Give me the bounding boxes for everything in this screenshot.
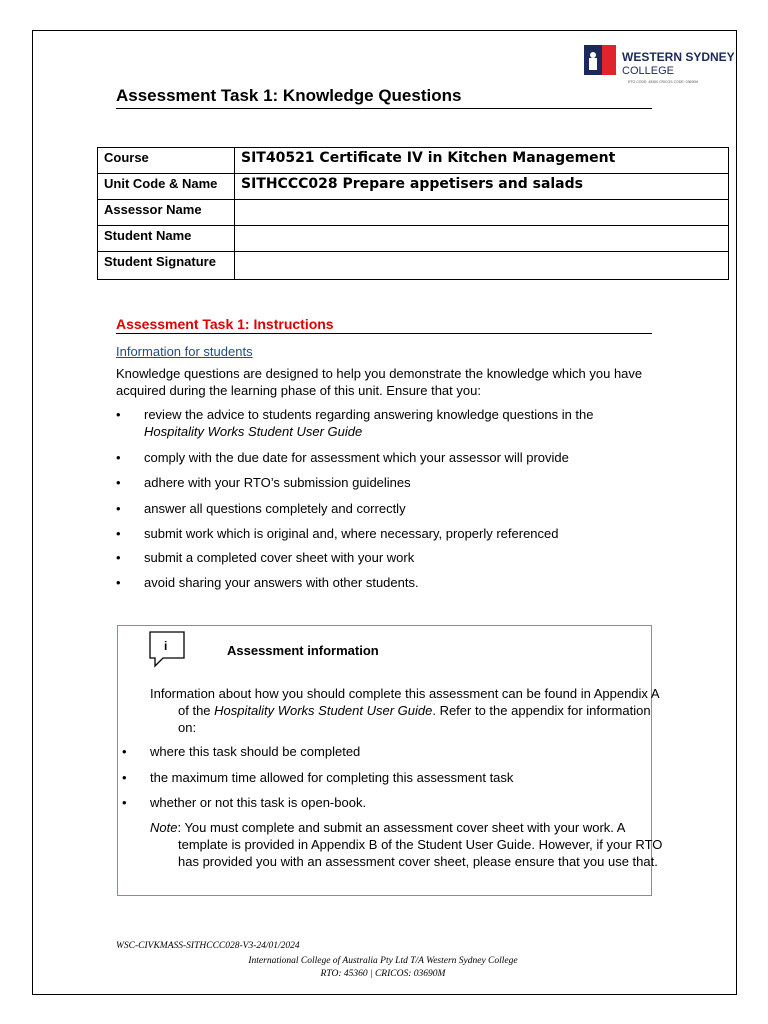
assessor-label: Assessor Name xyxy=(98,200,235,226)
signature-label: Student Signature xyxy=(98,252,235,280)
info-box-heading: Assessment information xyxy=(227,643,379,658)
college-logo xyxy=(584,42,734,86)
course-label: Course xyxy=(98,148,235,174)
page-title: Assessment Task 1: Knowledge Questions xyxy=(116,86,652,109)
assessor-field[interactable] xyxy=(235,200,729,226)
college-logo-icon xyxy=(584,42,734,86)
info-speech-icon: i xyxy=(149,631,187,674)
table-row xyxy=(98,226,729,252)
student-name-label: Student Name xyxy=(98,226,235,252)
guide-title: Hospitality Works Student User Guide xyxy=(144,424,363,439)
student-name-field[interactable] xyxy=(235,226,729,252)
svg-text:WESTERN SYDNEY: WESTERN SYDNEY xyxy=(622,50,734,64)
unit-value: SITHCCC028 Prepare appetisers and salads xyxy=(235,174,729,200)
svg-text:COLLEGE: COLLEGE xyxy=(622,65,674,77)
document-code: WSC-CIVKMASS-SITHCCC028-V3-24/01/2024 xyxy=(116,941,300,951)
info-paragraph: Information about how you should complete this assessment can be found in Appendix A of the Hospitality Works Student User Guide. Refer to the appendix for information on: xyxy=(150,686,659,735)
bullet-text: review the advice to students regarding answering knowledge questions in the xyxy=(144,407,594,422)
instructions-heading: Assessment Task 1: Instructions xyxy=(116,316,652,334)
note-paragraph: Note: You must complete and submit an assessment cover sheet with your work. A template is provided in Appendix B of the Student User Guide. However, if your RTO has provided you with an assessment cover sheet, please ensure that you use that. xyxy=(150,820,663,869)
table-row xyxy=(98,200,729,226)
table-row xyxy=(98,148,729,174)
details-table xyxy=(97,147,729,280)
unit-label: Unit Code & Name xyxy=(98,174,235,200)
footer-text: International College of Australia Pty Ltd T/A Western Sydney College RTO: 45360 | CRICOS: 03690M xyxy=(248,956,518,979)
info-for-students-link[interactable]: Information for students xyxy=(116,344,253,359)
signature-field[interactable] xyxy=(235,252,729,280)
table-row xyxy=(98,252,729,280)
svg-text:RTO CODE: 45360 CRICOS CODE: 0: RTO CODE: 45360 CRICOS CODE: 03690M xyxy=(628,80,699,84)
intro-text: Knowledge questions are designed to help you demonstrate the knowledge which you have acquired during the learning phase of this unit. Ensure that you: xyxy=(116,366,643,398)
table-row xyxy=(98,174,729,200)
course-value: SIT40521 Certificate IV in Kitchen Management xyxy=(235,148,729,174)
